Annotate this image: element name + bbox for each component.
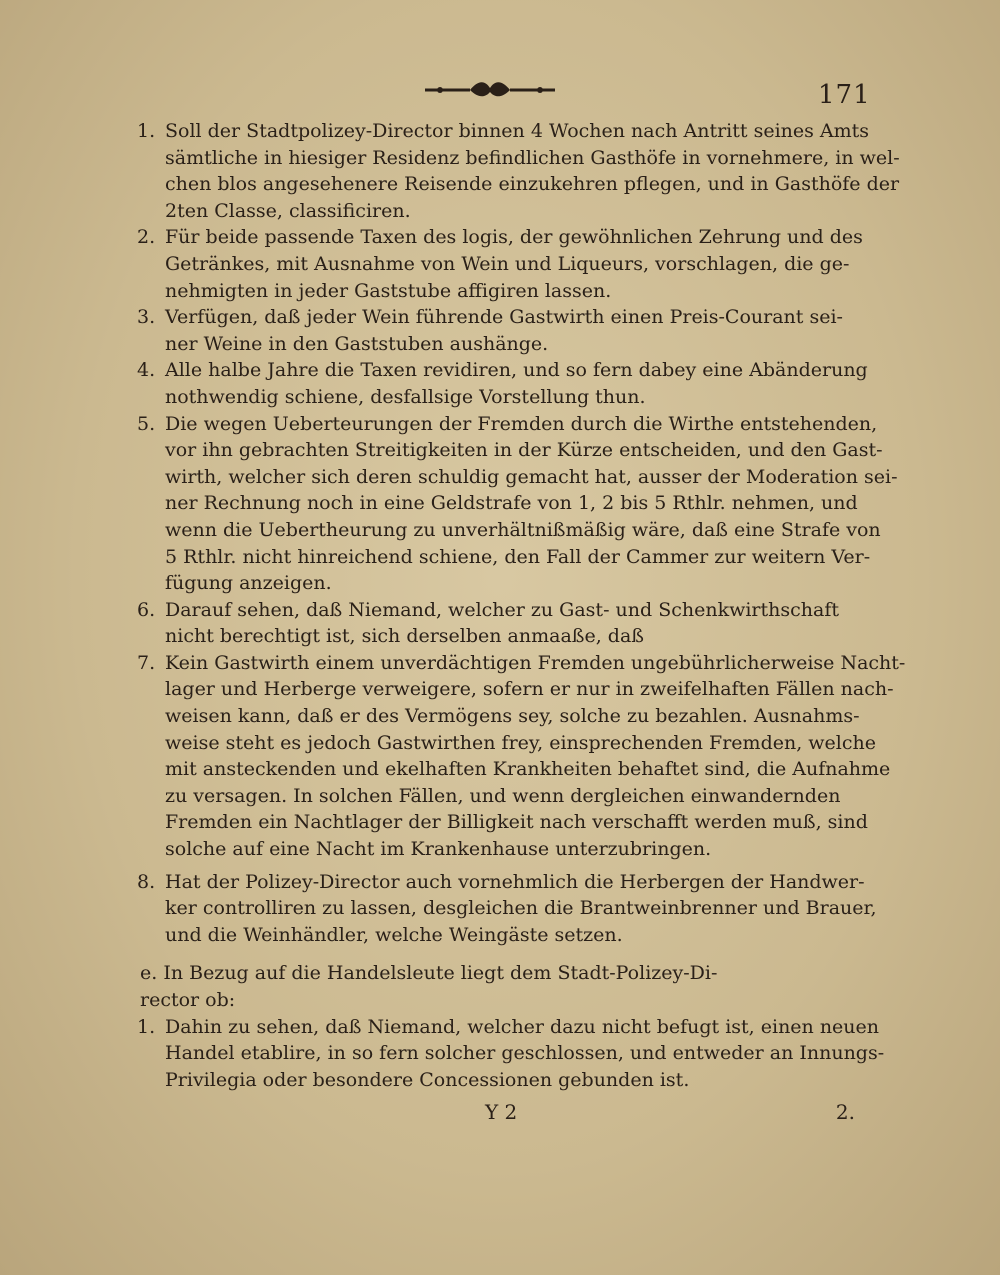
text-line: wirth, welcher sich deren schuldig gemacht hat, ausser der Moderation sei-: [165, 465, 898, 488]
page-footer: [140, 1100, 860, 1130]
sub-list-item: [137, 1014, 885, 1094]
text-line: Alle halbe Jahre die Taxen revidiren, und so fern dabey eine Abänderung: [165, 359, 868, 382]
section-heading-line: e. In Bezug auf die Handelsleute liegt dem Stadt-Polizey-Di-: [140, 962, 718, 985]
item-number: 4.: [137, 359, 156, 382]
item-number: 1.: [137, 1015, 156, 1038]
text-line: nicht berechtigt ist, sich derselben anmaaße, daß: [165, 625, 644, 648]
text-line: Die wegen Ueberteurungen der Fremden durch die Wirthe entstehenden,: [165, 412, 878, 435]
text-line: Handel etablire, in so fern solcher geschlossen, und entweder an Innungs-: [165, 1042, 885, 1065]
list-item: [137, 357, 868, 410]
text-line: 5 Rthlr. nicht hinreichend schiene, den Fall der Cammer zur weitern Ver-: [165, 545, 871, 568]
item-number: 2.: [137, 226, 156, 249]
list-item: [137, 411, 898, 597]
text-line: solche auf eine Nacht im Krankenhause unterzubringen.: [165, 838, 712, 861]
signature-mark: Y 2: [485, 1100, 518, 1124]
text-line: vor ihn gebrachten Streitigkeiten in der Kürze entscheiden, und den Gast-: [165, 439, 883, 462]
text-line: mit ansteckenden und ekelhaften Krankheiten behaftet sind, die Aufnahme: [165, 758, 891, 781]
text-line: Darauf sehen, daß Niemand, welcher zu Gast- und Schenkwirthschaft: [165, 598, 840, 621]
item-number: 5.: [137, 412, 156, 435]
item-number: 6.: [137, 598, 156, 621]
page-body: [137, 118, 906, 1093]
item-number: 8.: [137, 870, 156, 893]
list-item: [137, 224, 863, 304]
decorative-rule-ornament-icon: [420, 78, 560, 98]
text-line: Getränkes, mit Ausnahme von Wein und Liqueurs, vorschlagen, die ge-: [165, 252, 850, 275]
text-line: Für beide passende Taxen des logis, der gewöhnlichen Zehrung und des: [165, 226, 863, 249]
text-line: weise steht es jedoch Gastwirthen frey, einsprechenden Fremden, welche: [165, 731, 876, 754]
section-heading-line: rector ob:: [140, 989, 236, 1011]
text-line: nehmigten in jeder Gaststube affigiren lassen.: [165, 279, 612, 302]
item-number: 3.: [137, 306, 156, 329]
text-line: fügung anzeigen.: [165, 572, 332, 595]
text-line: chen blos angesehenere Reisende einzukehren pflegen, und in Gasthöfe der: [165, 173, 900, 196]
list-item: [137, 118, 900, 224]
text-line: lager und Herberge verweigere, sofern er nur in zweifelhaften Fällen nach-: [165, 678, 894, 701]
list-item: [137, 597, 860, 650]
text-line: nothwendig schiene, desfallsige Vorstellung thun.: [165, 385, 646, 408]
text-line: wenn die Uebertheurung zu unverhältnißmäßig wäre, daß eine Strafe von: [165, 518, 881, 541]
text-line: ner Rechnung noch in eine Geldstrafe von 1, 2 bis 5 Rthlr. nehmen, und: [165, 492, 858, 515]
text-line: Dahin zu sehen, daß Niemand, welcher dazu nicht befugt ist, einen neuen: [165, 1015, 880, 1038]
text-line: Fremden ein Nachtlager der Billigkeit nach verschafft werden muß, sind: [165, 811, 868, 834]
text-line: Soll der Stadtpolizey-Director binnen 4 Wochen nach Antritt seines Amts: [165, 120, 870, 142]
list-item: [137, 650, 906, 863]
text-line: Privilegia oder besondere Concessionen gebunden ist.: [165, 1068, 690, 1091]
list-item: [137, 869, 877, 949]
text-line: Hat der Polizey-Director auch vornehmlich die Herbergen der Handwer-: [165, 870, 865, 893]
text-line: weisen kann, daß er des Vermögens sey, solche zu bezahlen. Ausnahms-: [165, 705, 860, 728]
section-e: [140, 960, 860, 1013]
catchword: 2.: [835, 1100, 855, 1124]
list-item: [137, 304, 860, 357]
text-line: ner Weine in den Gaststuben aushänge.: [165, 332, 549, 355]
text-line: Kein Gastwirth einem unverdächtigen Fremden ungebührlicherweise Nacht-: [165, 651, 906, 674]
item-number: 7.: [137, 651, 156, 674]
text-line: sämtliche in hiesiger Residenz befindlichen Gasthöfe in vornehmere, in wel-: [165, 146, 900, 169]
text-line: ker controlliren zu lassen, desgleichen die Brantweinbrenner und Brauer,: [165, 897, 877, 920]
text-line: 2ten Classe, classificiren.: [165, 199, 411, 222]
item-number: 1.: [137, 120, 156, 142]
text-line: zu versagen. In solchen Fällen, und wenn dergleichen einwandernden: [165, 784, 841, 807]
text-line: Verfügen, daß jeder Wein führende Gastwirth einen Preis-Courant sei-: [165, 306, 843, 329]
page-number: 171: [818, 80, 871, 110]
text-line: und die Weinhändler, welche Weingäste setzen.: [165, 923, 623, 946]
